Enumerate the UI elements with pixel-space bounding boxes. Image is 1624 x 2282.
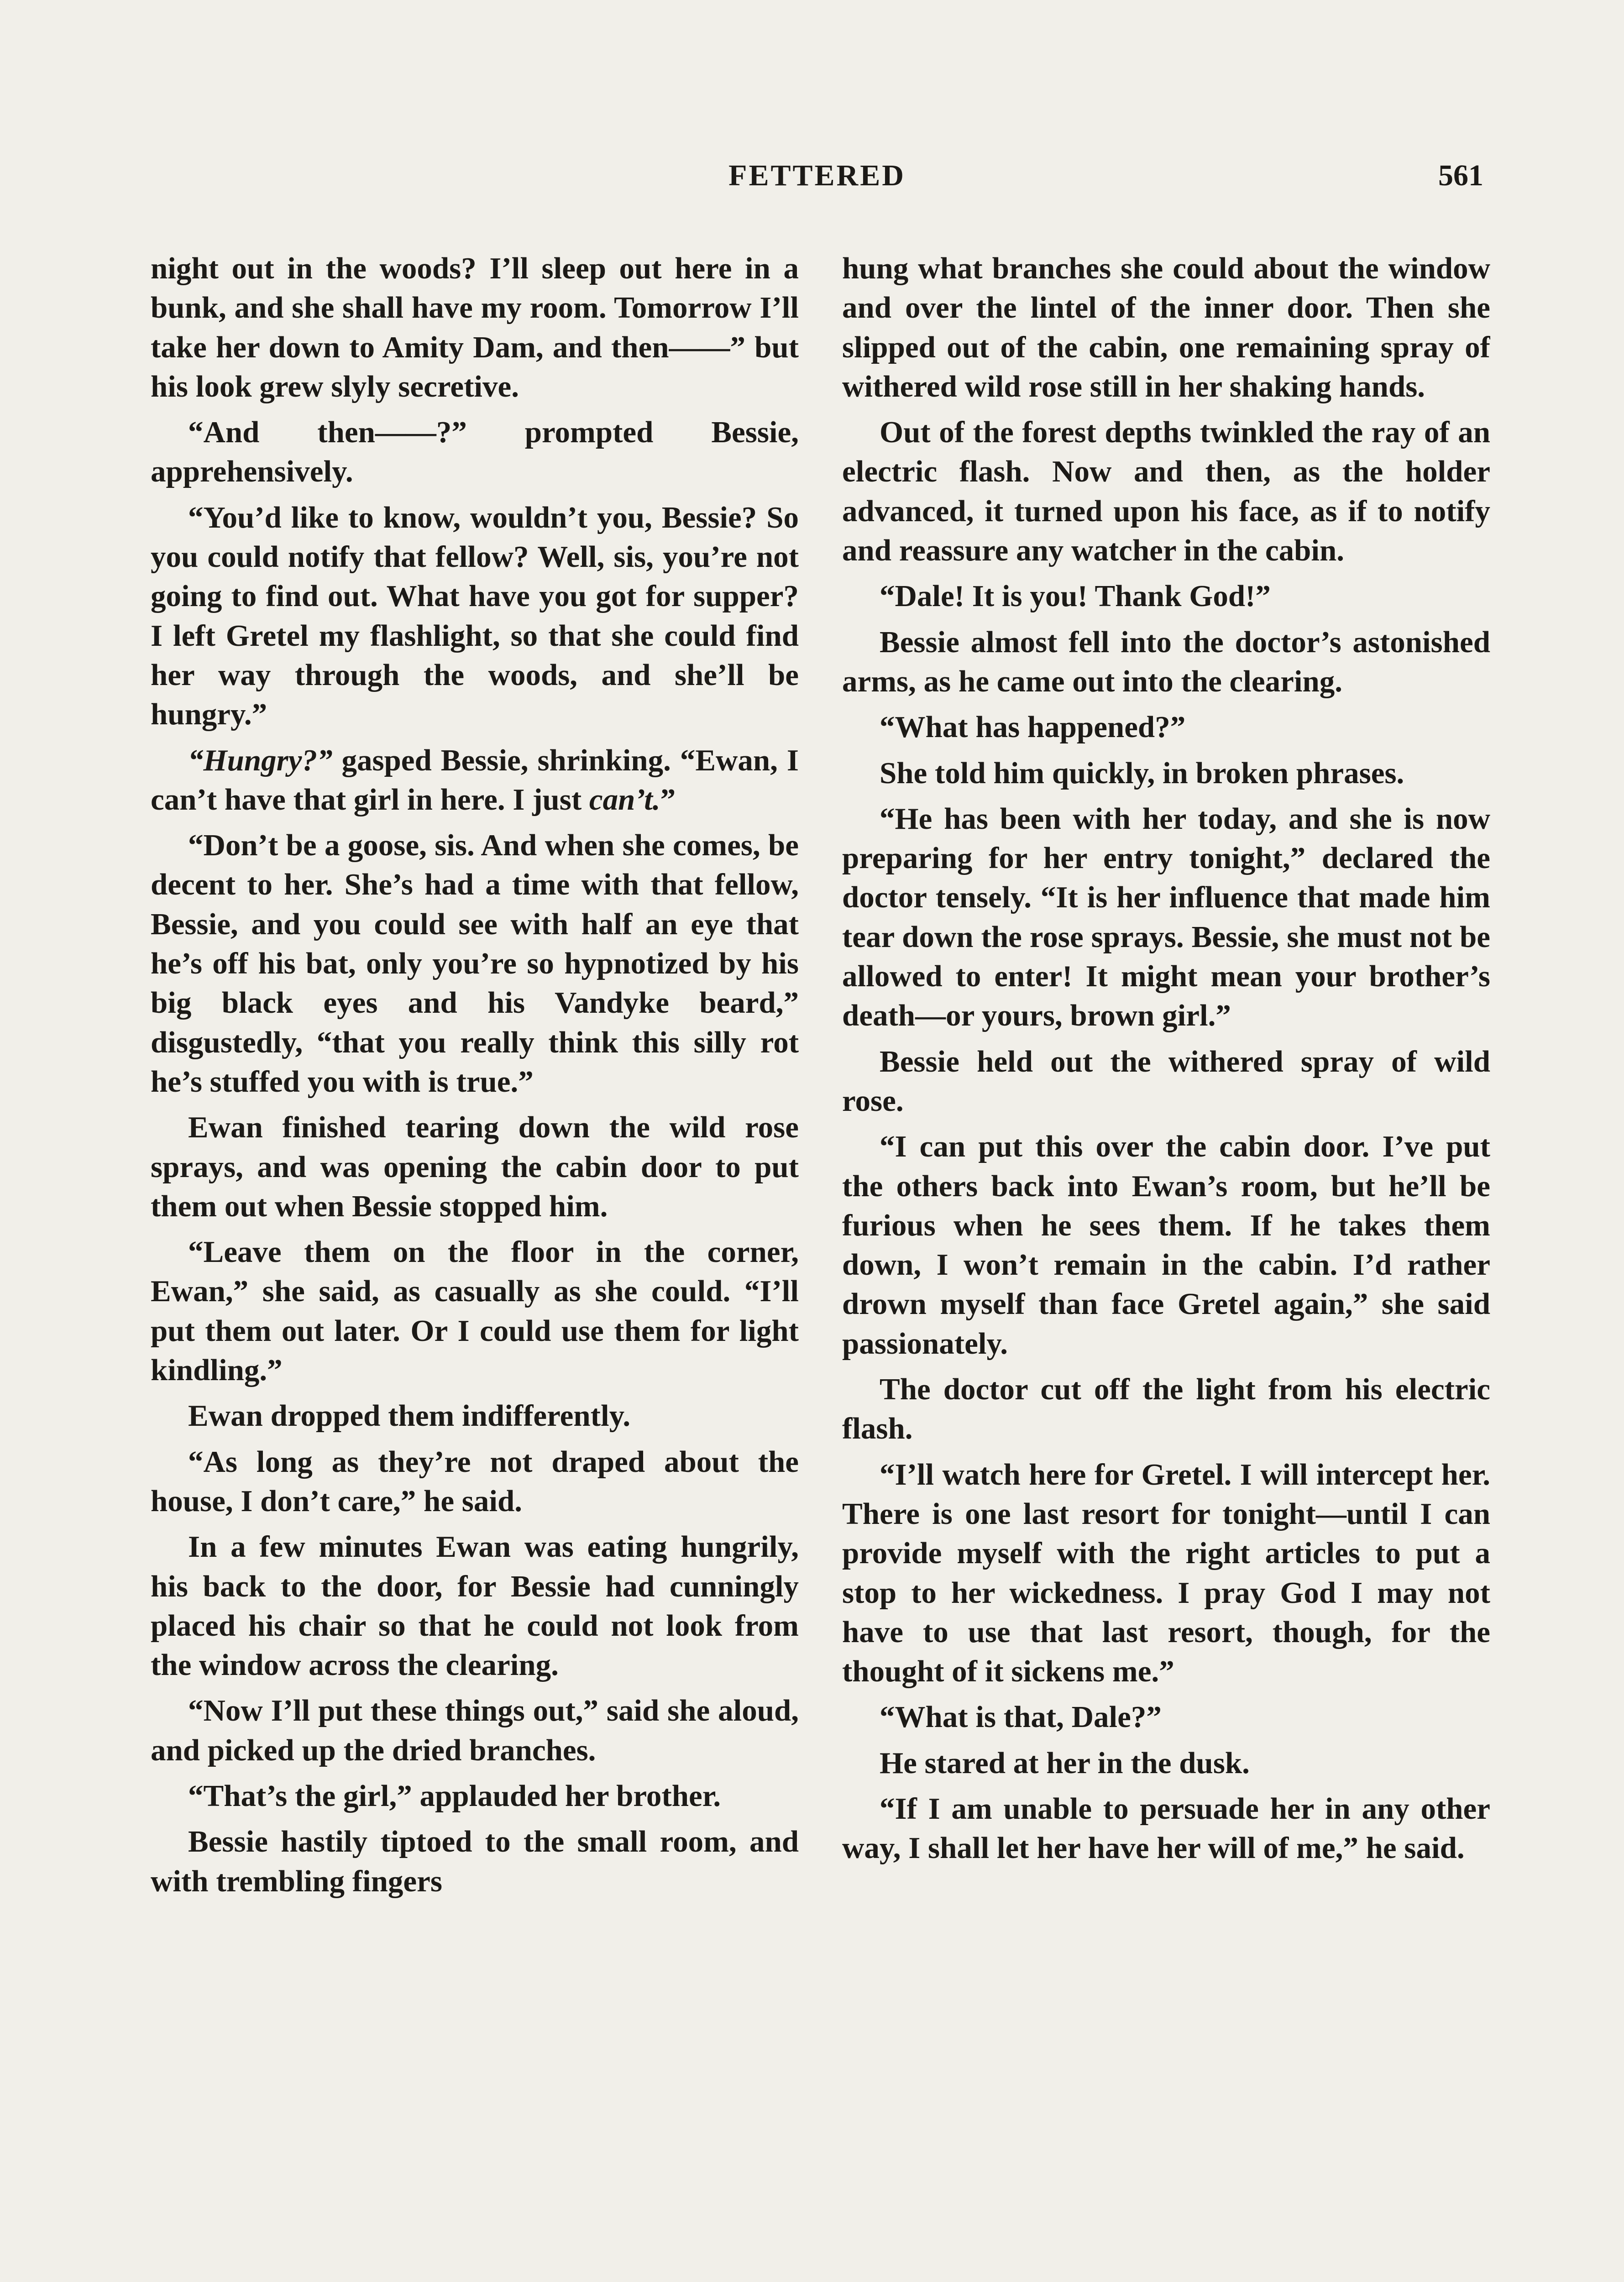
paragraph: “And then——?” prompted Bessie, apprehensively. bbox=[151, 415, 799, 489]
paragraph: Bessie held out the withered spray of wild rose. bbox=[842, 1044, 1490, 1118]
left-text-column bbox=[151, 249, 799, 2282]
paragraph: She told him quickly, in broken phrases. bbox=[880, 756, 1404, 790]
paragraph: Ewan finished tearing down the wild rose sprays, and was opening the cabin door to put them out when Bessie stopped him. bbox=[151, 1110, 799, 1223]
paragraph: night out in the woods? I’ll sleep out here in a bunk, and she shall have my room. Tomorrow I’ll take her down to Amity Dam, and then——” but his look grew slyly secretive. bbox=[151, 251, 799, 403]
paragraph bbox=[151, 741, 799, 820]
paragraph: In a few minutes Ewan was eating hungrily, his back to the door, for Bessie had cunningly placed his chair so that he could not look from the window across the clearing. bbox=[151, 1530, 799, 1682]
paragraph: “Don’t be a goose, sis. And when she comes, be decent to her. She’s had a time with that fellow, Bessie, and you could see with half an eye that he’s off his bat, only you’re so hypnotized by his big black eyes and his Vandyke beard,” disgustedly, “that you really think this silly rot he’s stuffed you with is true.” bbox=[151, 828, 799, 1099]
page-title: FETTERED bbox=[728, 159, 906, 192]
paragraph: “Dale! It is you! Thank God!” bbox=[880, 579, 1271, 613]
paragraph-text: gasped Bessie, shrinking. “Ewan, I can’t have that girl in here. I just bbox=[151, 743, 799, 816]
paragraph: “He has been with her today, and she is now preparing for her entry tonight,” declared the doctor tensely. “It is her influence that made him tear down the rose sprays. Bessie, she must not be allowed to enter! It might mean your brother’s death—or yours, brown girl.” bbox=[842, 801, 1490, 1033]
paragraph: “You’d like to know, wouldn’t you, Bessie? So you could notify that fellow? Well, sis, you’re not going to find out. What have you got for supper? I left Gretel my flashlight, so that she could find her way through the woods, and she’ll be hungry.” bbox=[151, 500, 799, 732]
paragraph: Bessie hastily tiptoed to the small room, and with trembling fingers bbox=[151, 1825, 799, 1898]
paragraph: “As long as they’re not draped about the house, I don’t care,” he said. bbox=[151, 1445, 799, 1518]
running-header bbox=[151, 151, 1483, 201]
paragraph: hung what branches she could about the window and over the lintel of the inner door. Then she slipped out of the cabin, one remaining spray of withered wild rose still in her shaking hands. bbox=[842, 251, 1490, 403]
paragraph: Bessie almost fell into the doctor’s astonished arms, as he came out into the clearing. bbox=[842, 625, 1490, 698]
emphasis: can’t. bbox=[589, 782, 660, 816]
paragraph: Ewan dropped them indifferently. bbox=[188, 1399, 631, 1433]
paragraph: Out of the forest depths twinkled the ray of an electric flash. Now and then, as the holder advanced, it turned upon his face, as if to notify and reassure any watcher in the cabin. bbox=[842, 415, 1490, 568]
paragraph: “What has happened?” bbox=[880, 710, 1186, 744]
page-number: 561 bbox=[1438, 159, 1483, 192]
paragraph: “I can put this over the cabin door. I’ve put the others back into Ewan’s room, but he’ll be furious when he sees them. If he takes them down, I won’t remain in the cabin. I’d rather drown myself than face Gretel again,” she said passionately. bbox=[842, 1130, 1490, 1361]
paragraph: “If I am unable to persuade her in any other way, I shall let her have her will of me,” he said. bbox=[842, 1791, 1490, 1865]
paragraph: He stared at her in the dusk. bbox=[880, 1746, 1250, 1780]
paragraph: The doctor cut off the light from his electric flash. bbox=[842, 1372, 1490, 1446]
paragraph: “That’s the girl,” applauded her brother. bbox=[188, 1779, 721, 1813]
paragraph-text: ” bbox=[660, 782, 676, 816]
emphasis: “Hungry?” bbox=[188, 743, 333, 777]
paragraph: “Now I’ll put these things out,” said she aloud, and picked up the dried branches. bbox=[151, 1694, 799, 1767]
paragraph: “What is that, Dale?” bbox=[880, 1700, 1162, 1734]
paragraph: “Leave them on the floor in the corner, Ewan,” she said, as casually as she could. “I’ll put them out later. Or I could use them for light kindling.” bbox=[151, 1235, 799, 1387]
right-text-column bbox=[842, 249, 1490, 2282]
paragraph: “I’ll watch here for Gretel. I will intercept her. There is one last resort for tonight—until I can provide myself with the right articles to put a stop to her wickedness. I pray God I may not have to use that last resort, though, for the thought of it sickens me.” bbox=[842, 1457, 1490, 1689]
